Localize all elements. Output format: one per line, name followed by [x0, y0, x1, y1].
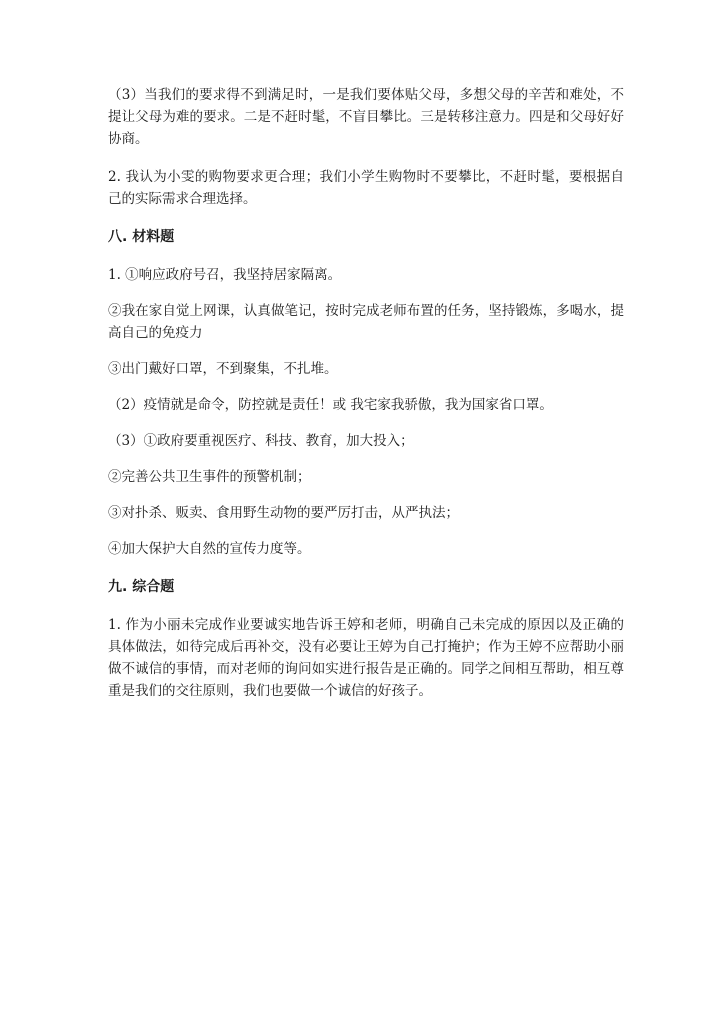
answer-line-8-2: ②我在家自觉上网课，认真做笔记，按时完成老师布置的任务，坚持锻炼，多喝水，提高自己的免疫力 [108, 303, 624, 341]
answer-line-8-8: ④加大保护大自然的宣传力度等。 [108, 541, 311, 557]
answer-line-8-5: （3）①政府要重视医疗、科技、教育，加大投入； [108, 433, 414, 449]
section-heading-comprehensive: 九. 综合题 [108, 579, 175, 595]
answer-line-8-1: 1. ①响应政府号召，我坚持居家隔离。 [108, 267, 342, 283]
answer-line-8-4: （2）疫情就是命令，防控就是责任！或 我宅家我骄傲，我为国家省口罩。 [108, 397, 553, 413]
answer-paragraph-7-q2: 2. 我认为小雯的购物要求更合理；我们小学生购物时不要攀比，不赶时髦，要根据自己的实际需求合理选择。 [108, 169, 624, 207]
answer-paragraph-7-3: （3）当我们的要求得不到满足时，一是我们要体贴父母，多想父母的辛苦和难处，不提让父母为难的要求。二是不赶时髦，不盲目攀比。三是转移注意力。四是和父母好好协商。 [108, 87, 624, 147]
answer-line-8-3: ③出门戴好口罩，不到聚集，不扎堆。 [108, 361, 338, 377]
document-page [108, 84, 624, 702]
answer-line-8-6: ②完善公共卫生事件的预警机制； [108, 469, 311, 485]
answer-paragraph-9-q1: 1. 作为小丽未完成作业要诚实地告诉王婷和老师，明确自己未完成的原因以及正确的具体做法，如待完成后再补交，没有必要让王婷为自己打掩护；作为王婷不应帮助小丽做不诚信的事情，而对老师的询问如实进行报告是正确的。同学之间相互帮助，相互尊重是我们的交往原则，我们也要做一个诚信的好孩子。 [108, 617, 624, 699]
section-heading-material: 八. 材料题 [108, 229, 175, 245]
answer-line-8-7: ③对扑杀、贩卖、食用野生动物的要严厉打击，从严执法； [108, 505, 459, 521]
